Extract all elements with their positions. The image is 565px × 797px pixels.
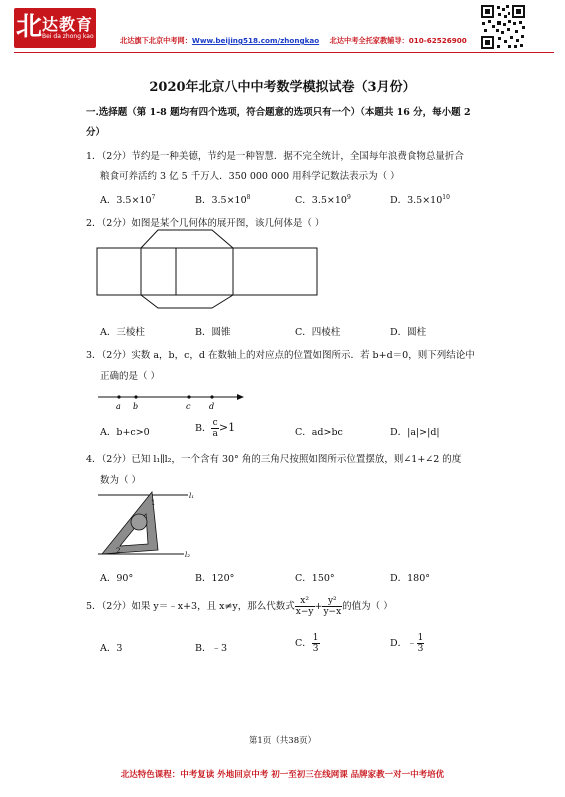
footer-advert: 北达特色课程：中考复读 外地回京中考 初一至初三在线网课 品牌家教一对一中考培优 [120, 770, 445, 780]
q3-option-c[interactable]: C．ad>bc [295, 427, 343, 438]
q1-option-d[interactable]: D．$3.5\times 10^{10}$ [390, 193, 450, 206]
net-diagram [96, 228, 318, 310]
q5-option-c[interactable]: C． $\frac{1}{3}$ [295, 633, 319, 654]
fraction-one-third: $\frac{1}{3}$ [312, 633, 319, 654]
line-l2-label: l₂ [185, 551, 191, 559]
fraction-neg-one-third: $\frac{1}{3}$ [417, 633, 424, 654]
point-a-label: a [116, 402, 121, 411]
angle-1-label: 1 [151, 499, 156, 507]
logo-text: 达教育 [42, 15, 94, 34]
q1-option-b[interactable]: B．$3.5\times 10^8$ [195, 193, 251, 206]
section-heading: 一.选择题（第 1-8 题均有四个选项，符合题意的选项只有一个）（本题共 16 分，每小题 2 [86, 107, 471, 118]
q3-option-d[interactable]: D．|a|>|d| [390, 427, 440, 438]
header-links [120, 36, 467, 46]
qr-code-icon [480, 4, 526, 50]
q3-stem: 3．（2分）实数 a，b，c，d 在数轴上的对应点的位置如图所示．若 b+d＝0，则下列结论中 [86, 350, 475, 361]
q4-option-b[interactable]: B．120° [195, 573, 235, 584]
q1-stem-cont: 粮食可养活约 3 亿 5 千万人．350 000 000 用科学记数法表示为（ ） [100, 171, 400, 182]
page-number: 第1页（共38页） [248, 736, 317, 746]
q1-option-c[interactable]: C．$3.5\times 10^9$ [295, 193, 351, 206]
number-line-diagram [96, 388, 246, 414]
q4-option-a[interactable]: A．90° [100, 573, 134, 584]
q1-option-a[interactable]: A．$3.5\times 10^7$ [100, 193, 156, 206]
q2-option-d[interactable]: D．圆柱 [390, 327, 427, 338]
line-l1-label: l₁ [189, 492, 195, 500]
angle-2-label: 2 [116, 547, 121, 555]
point-d-label: d [209, 402, 215, 411]
fraction-x2-over-x-minus-y: $\frac{\text{x²}}{x-y}$ [295, 596, 314, 617]
q5-option-a[interactable]: A．3 [100, 643, 123, 654]
q5-option-b[interactable]: B．﹣3 [195, 643, 228, 654]
q3-option-b[interactable]: B． $\frac{c}{a}$ >1 [195, 418, 236, 439]
site-label: 北达旗下北京中考网： [120, 36, 192, 45]
q2-option-c[interactable]: C．四棱柱 [295, 327, 341, 338]
q3-stem-cont: 正确的是（ ） [100, 371, 161, 382]
section-heading-cont: 分） [86, 127, 106, 138]
q2-option-a[interactable]: A．三棱柱 [100, 327, 145, 338]
point-c-label: c [186, 402, 191, 411]
q4-option-d[interactable]: D．180° [390, 573, 430, 584]
triangle-ruler-diagram [96, 488, 196, 562]
q4-option-c[interactable]: C．150° [295, 573, 335, 584]
point-b-label: b [133, 402, 139, 411]
logo-subtitle: Bei da zhong kao [42, 33, 94, 40]
q4-stem-cont: 数为（ ） [100, 475, 142, 486]
q2-stem: 2．（2分）如图是某个几何体的展开图，该几何体是（ ） [86, 218, 325, 229]
q3-option-a[interactable]: A．b+c>0 [100, 427, 150, 438]
page-title: 2020年北京八中中考数学模拟试卷（3月份） [149, 80, 416, 95]
q4-stem: 4．（2分）已知 l₁∥l₂，一个含有 30° 角的三角尺按照如图所示位置摆放，则∠1+∠2 的度 [86, 454, 462, 465]
fraction-c-over-a: $\frac{c}{a}$ [212, 418, 218, 439]
q5-option-d[interactable]: D．﹣ $\frac{1}{3}$ [390, 633, 424, 654]
q2-option-b[interactable]: B．圆锥 [195, 327, 231, 338]
hotline: 北达中考全托家教辅导：010-62526900 [329, 36, 467, 45]
site-url-link[interactable]: Www.beijing518.com/zhongkao [191, 36, 320, 45]
q1-stem: 1．（2分）节约是一种美德，节约是一种智慧．据不完全统计，全国每年浪费食物总量折合 [86, 151, 464, 162]
logo-glyph: 北 [16, 12, 43, 42]
q5-stem: 5．（2分）如果 y＝﹣x+3，且 x≠y，那么代数式 $\frac{\text{x²}}{x-y}$ + $\frac{\text{y²}}{y-x}$ 的值为（ ） [86, 596, 393, 617]
fraction-y2-over-y-minus-x: $\frac{\text{y²}}{y-x}$ [323, 596, 342, 617]
header-divider [14, 52, 554, 53]
